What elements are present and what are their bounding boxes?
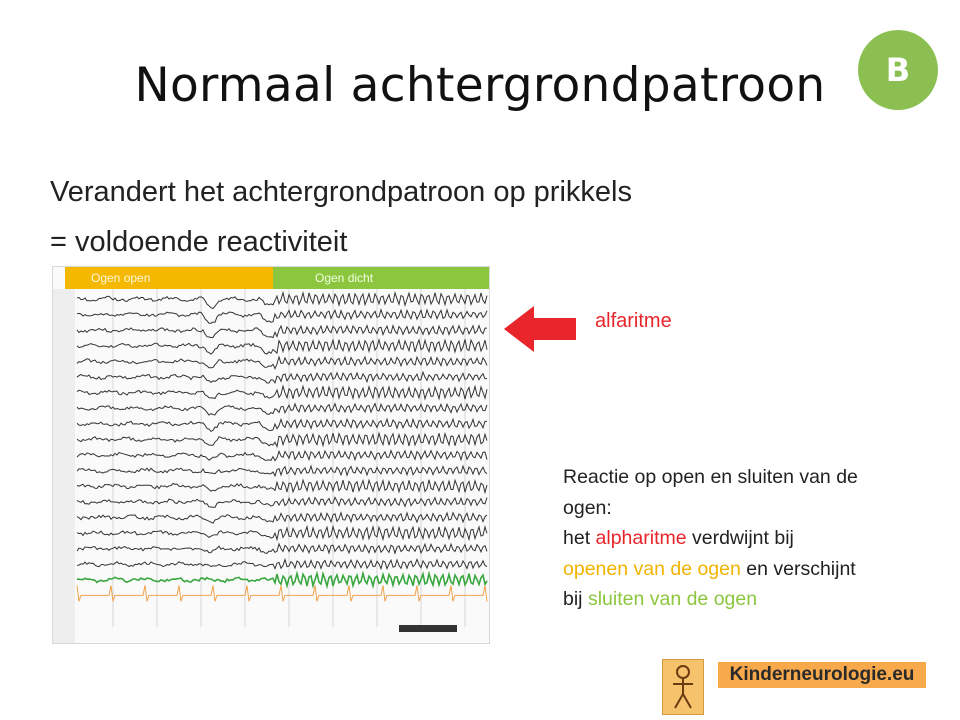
- eeg-channel-trace: [77, 310, 487, 323]
- explanation-line-1: Reactie op open en sluiten van de: [563, 466, 858, 488]
- eeg-channel-trace: [77, 513, 487, 523]
- explanation-line-3-suffix: verdwijnt bij: [686, 527, 794, 549]
- site-logo-text: Kinderneurologie.eu: [718, 662, 926, 688]
- alpha-rhythm-label: alfaritme: [595, 310, 672, 332]
- headline-line-2: = voldoende reactiviteit: [50, 226, 348, 258]
- eeg-traces: [53, 267, 489, 643]
- eeg-channel-trace: [77, 480, 487, 493]
- eeg-channel-trace: [77, 574, 487, 587]
- child-figure-logo-icon: [662, 659, 704, 715]
- eeg-channel-trace: [77, 497, 487, 507]
- explanation-line-4-suffix: en verschijnt: [740, 557, 856, 580]
- eeg-channel-trace: [77, 419, 487, 431]
- explanation-line-3: [563, 523, 953, 554]
- eeg-channel-trace: [77, 372, 487, 383]
- eeg-channel-trace: [77, 357, 487, 369]
- explanation-text: [563, 462, 953, 615]
- eeg-channel-trace: [77, 293, 487, 309]
- eeg-channel-trace: [77, 466, 487, 476]
- explanation-line-2: ogen:: [563, 496, 612, 519]
- explanation-line-5: [563, 584, 953, 615]
- scale-bar: [399, 625, 457, 632]
- eeg-recording: [52, 266, 490, 644]
- explanation-line-3-prefix: het: [563, 527, 596, 549]
- explanation-line-4: [563, 554, 953, 585]
- eyes-closed-highlight: sluiten van de ogen: [587, 588, 758, 610]
- eyes-open-highlight: openen van de ogen: [563, 557, 741, 580]
- arrow-left-icon: [504, 306, 580, 357]
- eeg-channel-trace: [77, 559, 487, 568]
- headline-line-1: Verandert het achtergrondpatroon op prikkels: [50, 176, 632, 208]
- alpharitme-highlight: alpharitme: [595, 527, 687, 549]
- slide-badge: B: [858, 30, 938, 110]
- eeg-channel-trace: [77, 433, 487, 446]
- slide-title: Normaal achtergrondpatroon: [134, 58, 826, 113]
- eeg-channel-trace: [77, 544, 487, 553]
- eyes-open-bar: Ogen open: [65, 267, 273, 289]
- eyes-closed-bar: Ogen dicht: [273, 267, 489, 289]
- eeg-channel-trace: [77, 339, 487, 354]
- eeg-channel-trace: [77, 404, 487, 416]
- explanation-line-5-prefix: bij: [563, 588, 588, 610]
- eeg-channel-trace: [77, 326, 487, 338]
- channel-label-strip: [53, 289, 75, 643]
- eeg-channel-trace: [77, 386, 487, 399]
- eeg-channel-trace: [77, 527, 487, 540]
- eeg-channel-trace: [77, 585, 487, 601]
- eeg-channel-trace: [77, 451, 487, 461]
